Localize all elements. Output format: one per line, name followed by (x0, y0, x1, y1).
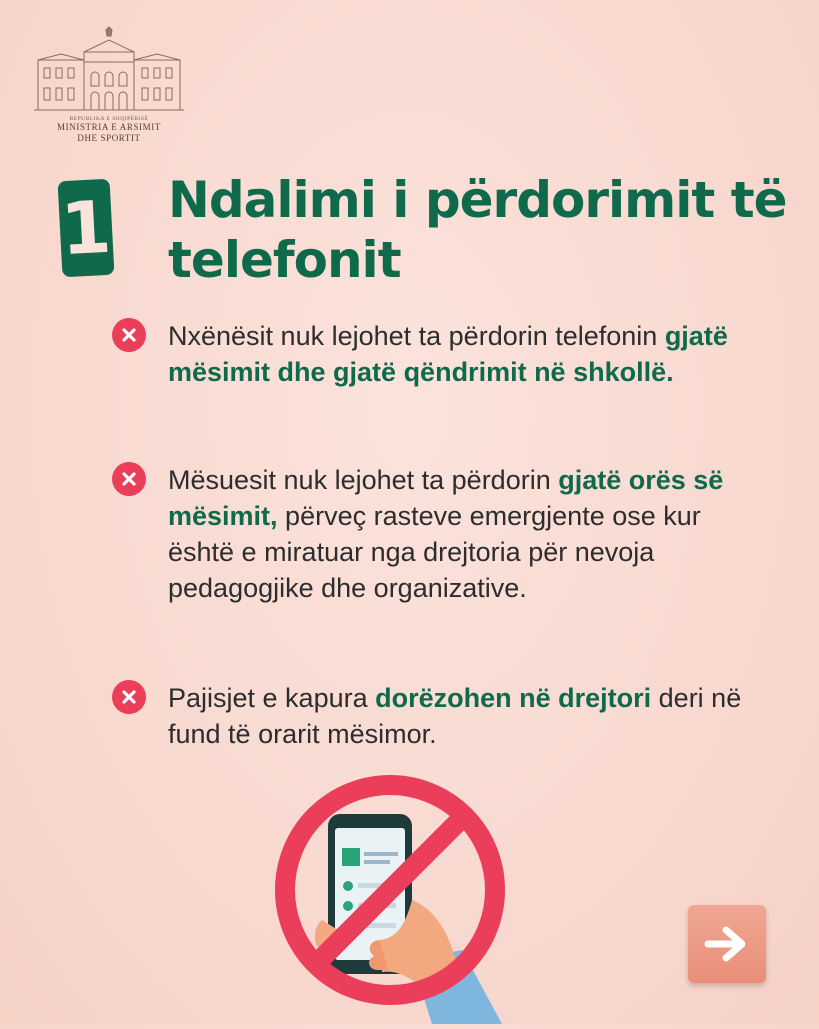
rule-text (168, 462, 752, 606)
republic-text: REPUBLIKA E SHQIPËRISË (69, 116, 149, 122)
ministry-name-line2: DHE SPORTIT (77, 133, 141, 143)
number-label: 1 (58, 184, 114, 272)
rule-item (112, 462, 752, 606)
x-circle-icon (112, 462, 146, 496)
rule-text-normal-after: përveç rasteve emergjente ose kur është e miratuar nga drejtoria për nevoja pedagogjike dhe organizative. (168, 501, 701, 603)
rule-text-bold: gjatë mësimit dhe gjatë qëndrimit në shkollë. (168, 321, 728, 387)
no-phone-icon (262, 770, 522, 1029)
rule-text-normal: Nxënësit nuk lejohet ta përdorin telefonin (168, 321, 665, 351)
number-badge (58, 179, 115, 278)
building-icon (34, 26, 184, 114)
x-circle-icon (112, 318, 146, 352)
rule-text-normal-after: deri në fund të orarit mësimor. (168, 683, 742, 749)
rule-text-bold: gjatë orës së mësimit, (168, 465, 724, 531)
page-title: Ndalimi i përdorimit të telefonit (168, 171, 787, 289)
rule-item (112, 318, 752, 390)
rule-item (112, 680, 752, 752)
arrow-right-icon (704, 924, 750, 964)
ministry-name-line1: MINISTRIA E ARSIMIT (57, 122, 161, 132)
x-circle-icon (112, 680, 146, 714)
rule-text (168, 680, 752, 752)
rule-text-normal: Mësuesit nuk lejohet ta përdorin (168, 465, 559, 495)
rule-text-bold: dorëzohen në drejtori (375, 683, 652, 713)
rule-text-normal: Pajisjet e kapura (168, 683, 376, 713)
next-button[interactable] (688, 905, 766, 983)
ministry-logo (34, 26, 184, 144)
rule-text (168, 318, 752, 390)
